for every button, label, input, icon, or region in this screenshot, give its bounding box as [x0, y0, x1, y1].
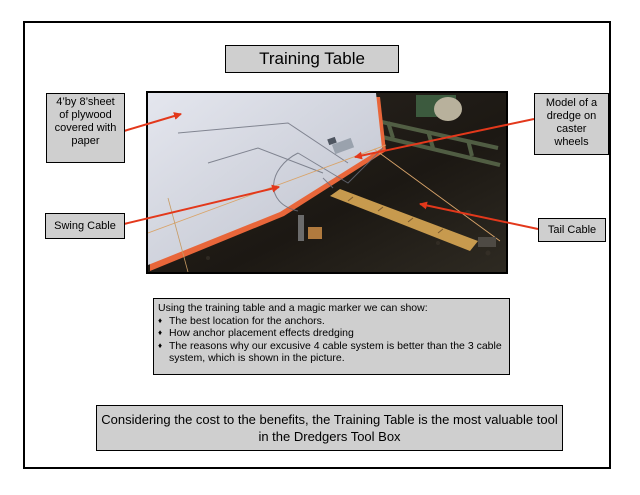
info-intro: Using the training table and a magic marker we can show:	[158, 302, 428, 314]
training-table-photo	[146, 91, 508, 274]
info-list	[158, 315, 505, 365]
background-bag	[434, 97, 462, 121]
callout-dredge-line: wheels	[554, 136, 589, 148]
info-list-text: The best location for the anchors.	[169, 314, 325, 327]
callout-plywood	[46, 93, 125, 163]
callout-plywood-line: covered with	[54, 122, 117, 134]
callout-dredge-line: caster	[556, 123, 587, 135]
diamond-bullet-icon: ♦	[158, 340, 163, 350]
info-list-item	[158, 340, 505, 365]
callout-tail-cable: Tail Cable	[538, 218, 606, 242]
callout-swing-cable: Swing Cable	[45, 213, 125, 239]
info-box	[153, 298, 510, 375]
callout-plywood-line: 4’by 8’sheet	[56, 96, 115, 108]
info-list-text: The reasons why our excusive 4 cable system is better than the 3 cable system, which is shown in the picture.	[169, 339, 502, 364]
info-list-item	[158, 327, 505, 340]
callout-plywood-line: paper	[71, 135, 100, 147]
info-list-text: How anchor placement effects dredging	[169, 327, 354, 339]
page-title: Training Table	[225, 45, 399, 73]
diamond-bullet-icon: ♦	[158, 315, 163, 325]
callout-dredge-line: dredge on	[546, 110, 597, 122]
summary-box	[96, 405, 563, 451]
summary-line: Considering the cost to the benefits, the Training Table is the most valuable tool	[101, 412, 558, 427]
info-list-item	[158, 315, 505, 328]
callout-plywood-line: of plywood	[59, 109, 112, 121]
photo-illustration	[148, 93, 506, 272]
diamond-bullet-icon: ♦	[158, 328, 163, 337]
callout-dredge	[534, 93, 609, 155]
summary-line: in the Dredgers Tool Box	[258, 429, 401, 444]
callout-dredge-line: Model of a	[545, 97, 598, 109]
